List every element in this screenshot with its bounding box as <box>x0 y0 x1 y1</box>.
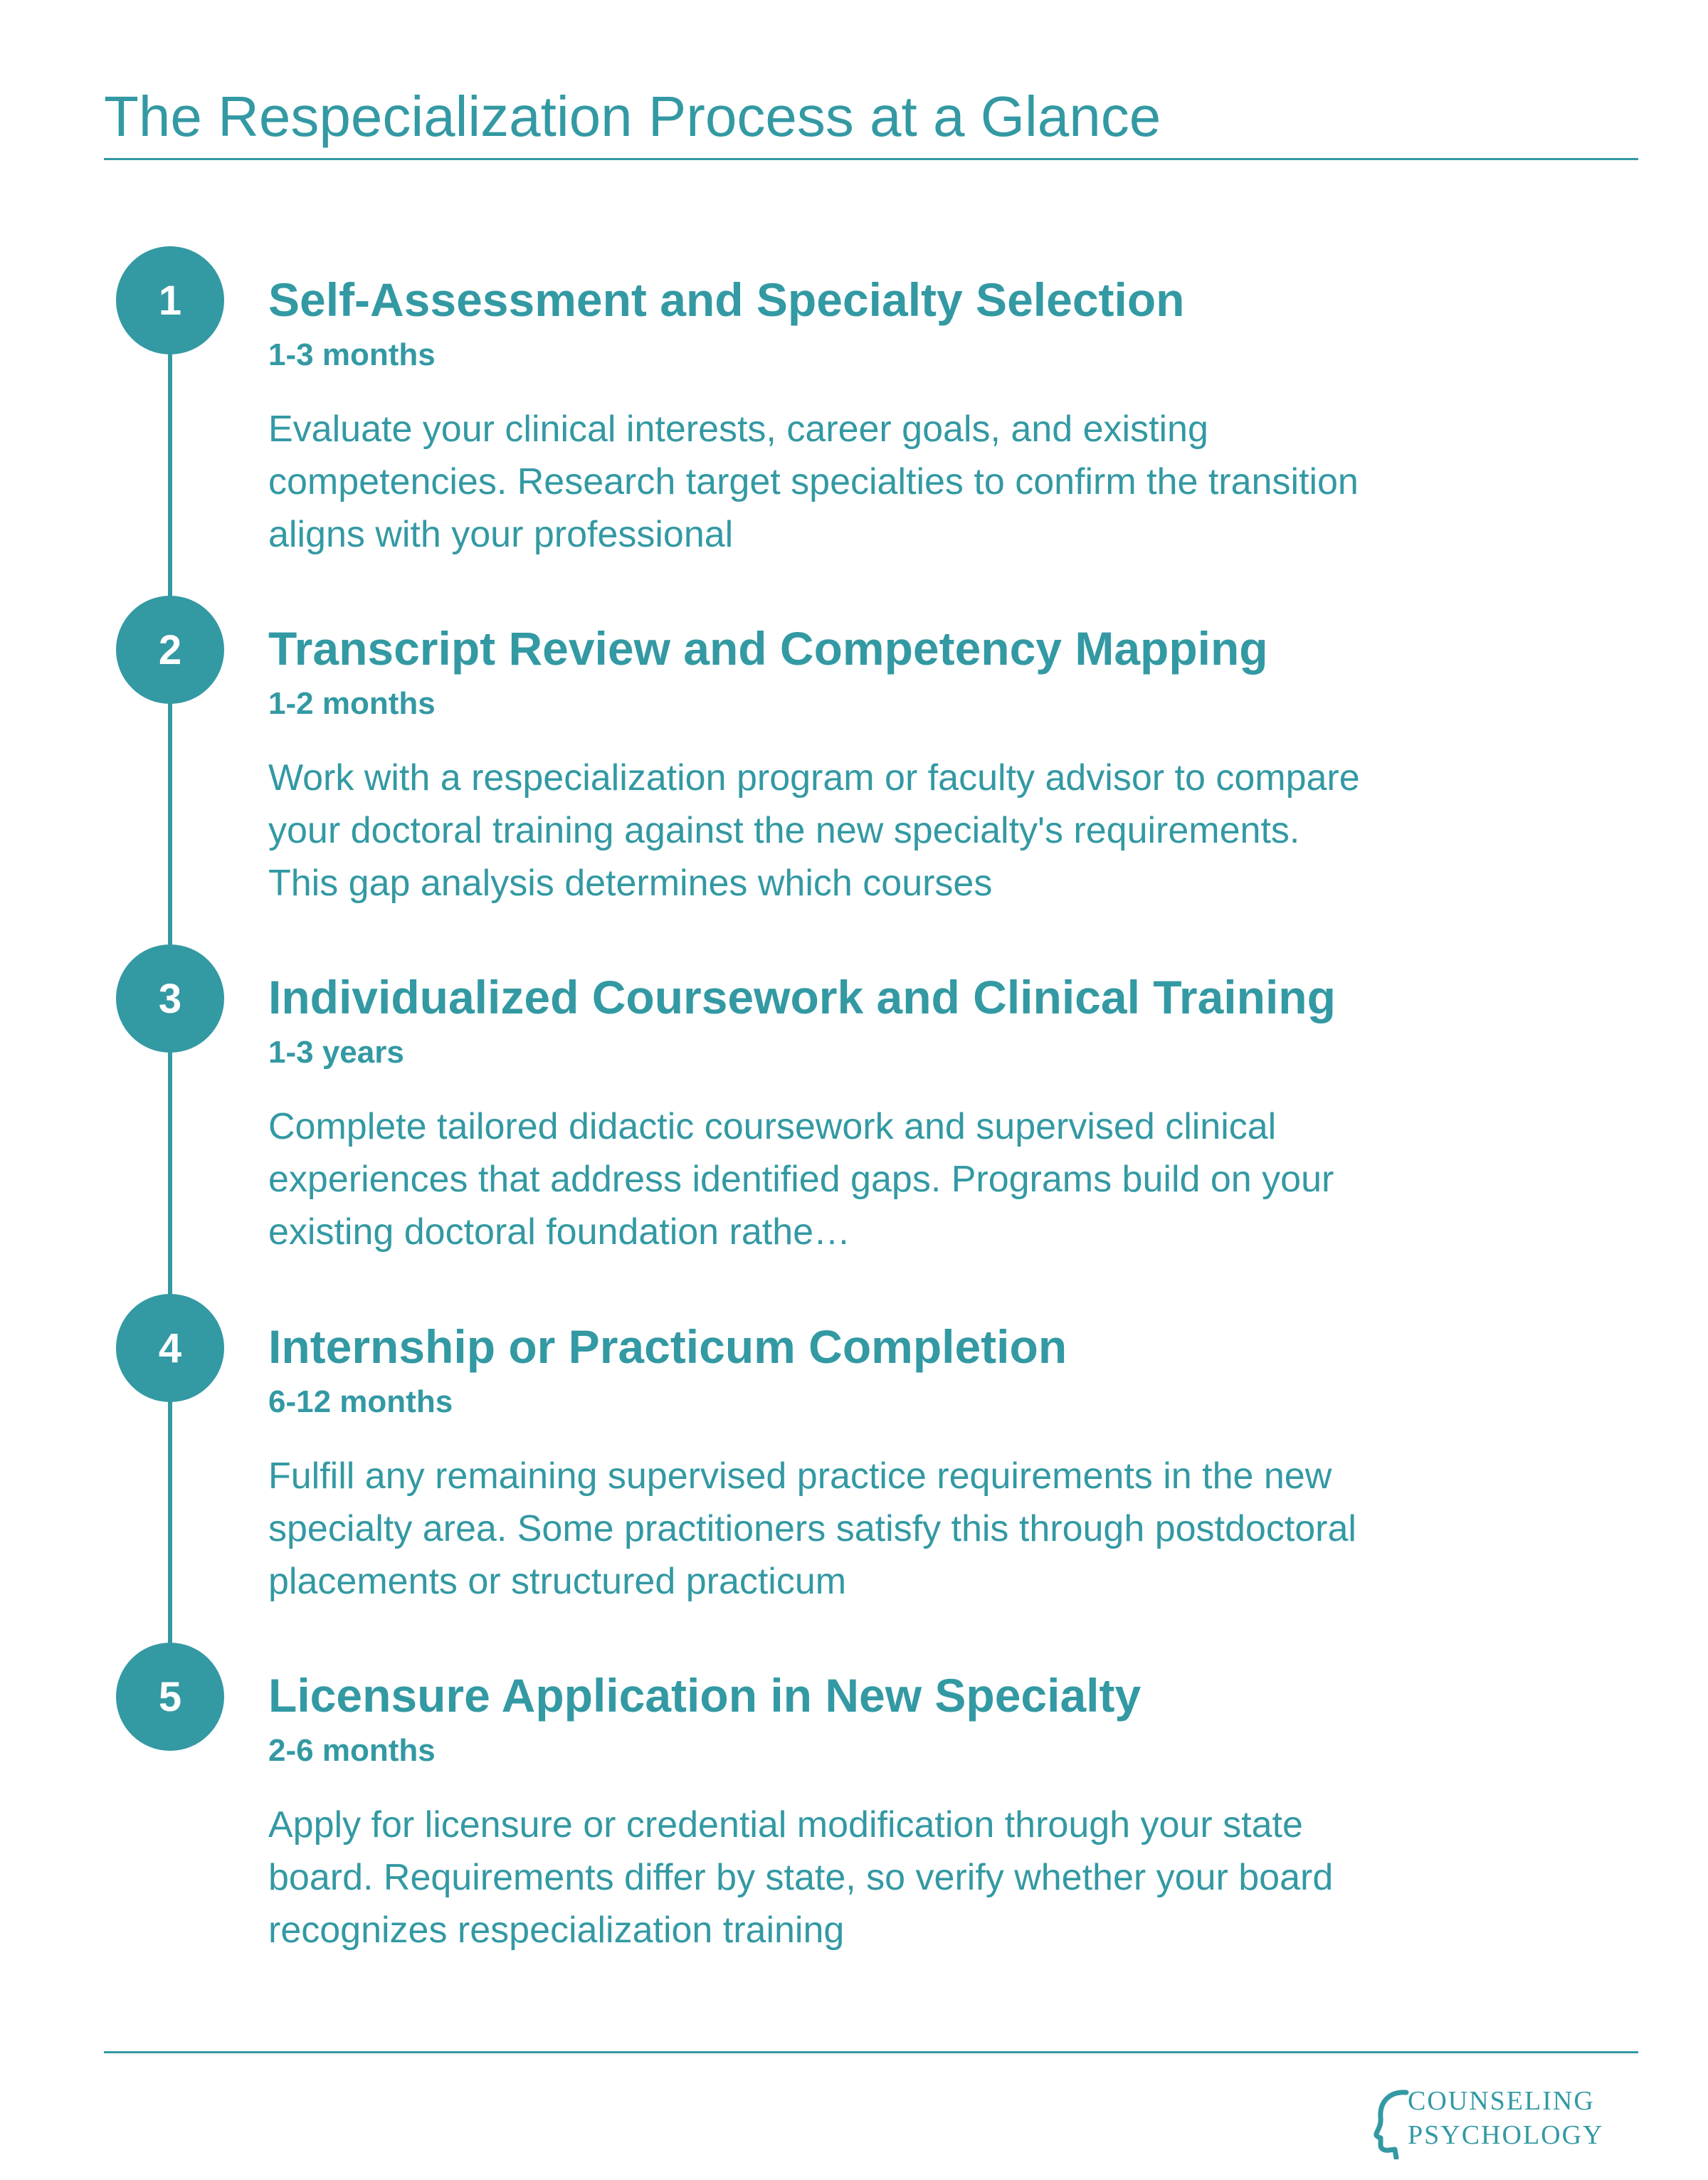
step-duration: 1-3 months <box>268 337 436 373</box>
step-duration: 1-3 years <box>268 1035 404 1070</box>
step-number-badge-5: 5 <box>116 1643 224 1751</box>
step-description: Work with a respecialization program or faculty advisor to compare your doctoral training against the new specialty's requirements. This gap analysis determines which courses <box>268 757 1360 904</box>
step-number-badge-1: 1 <box>116 246 224 354</box>
step-title: Self-Assessment and Specialty Selection <box>268 273 1185 326</box>
footer-divider <box>104 2051 1638 2053</box>
step-description: Fulfill any remaining supervised practice requirements in the new specialty area. Some practitioners satisfy this through postdoctoral placements or structured practicum <box>268 1455 1356 1602</box>
logo-text-line-2: PSYCHOLOGY <box>1408 2120 1604 2150</box>
step-duration: 1-2 months <box>268 686 436 722</box>
counseling-psychology-logo <box>1374 2085 1630 2164</box>
step-1 <box>268 272 1407 561</box>
logo-text-line-1: COUNSELING <box>1408 2086 1595 2116</box>
step-number-badge-3: 3 <box>116 944 224 1053</box>
step-title: Internship or Practicum Completion <box>268 1320 1068 1373</box>
step-description: Complete tailored didactic coursework and supervised clinical experiences that address identified gaps. Programs build on your existing doctoral foundation rathe… <box>268 1105 1334 1253</box>
page-title: The Respecialization Process at a Glance <box>104 84 1161 148</box>
step-duration: 6-12 months <box>268 1384 453 1420</box>
step-3 <box>268 969 1407 1258</box>
step-5 <box>268 1668 1407 1957</box>
step-title: Transcript Review and Competency Mapping <box>268 622 1268 675</box>
step-title: Licensure Application in New Specialty <box>268 1669 1142 1722</box>
title-divider <box>104 158 1638 160</box>
step-4 <box>268 1319 1407 1608</box>
step-number-badge-4: 4 <box>116 1294 224 1402</box>
step-number-badge-2: 2 <box>116 596 224 704</box>
step-description: Evaluate your clinical interests, career goals, and existing competencies. Research target specialties to confirm the transition aligns with your professional <box>268 408 1359 555</box>
step-description: Apply for licensure or credential modification through your state board. Requirements differ by state, so verify whether your board recognizes respecialization training <box>268 1803 1334 1951</box>
step-duration: 2-6 months <box>268 1733 436 1769</box>
step-2 <box>268 621 1407 910</box>
step-title: Individualized Coursework and Clinical Training <box>268 971 1336 1023</box>
